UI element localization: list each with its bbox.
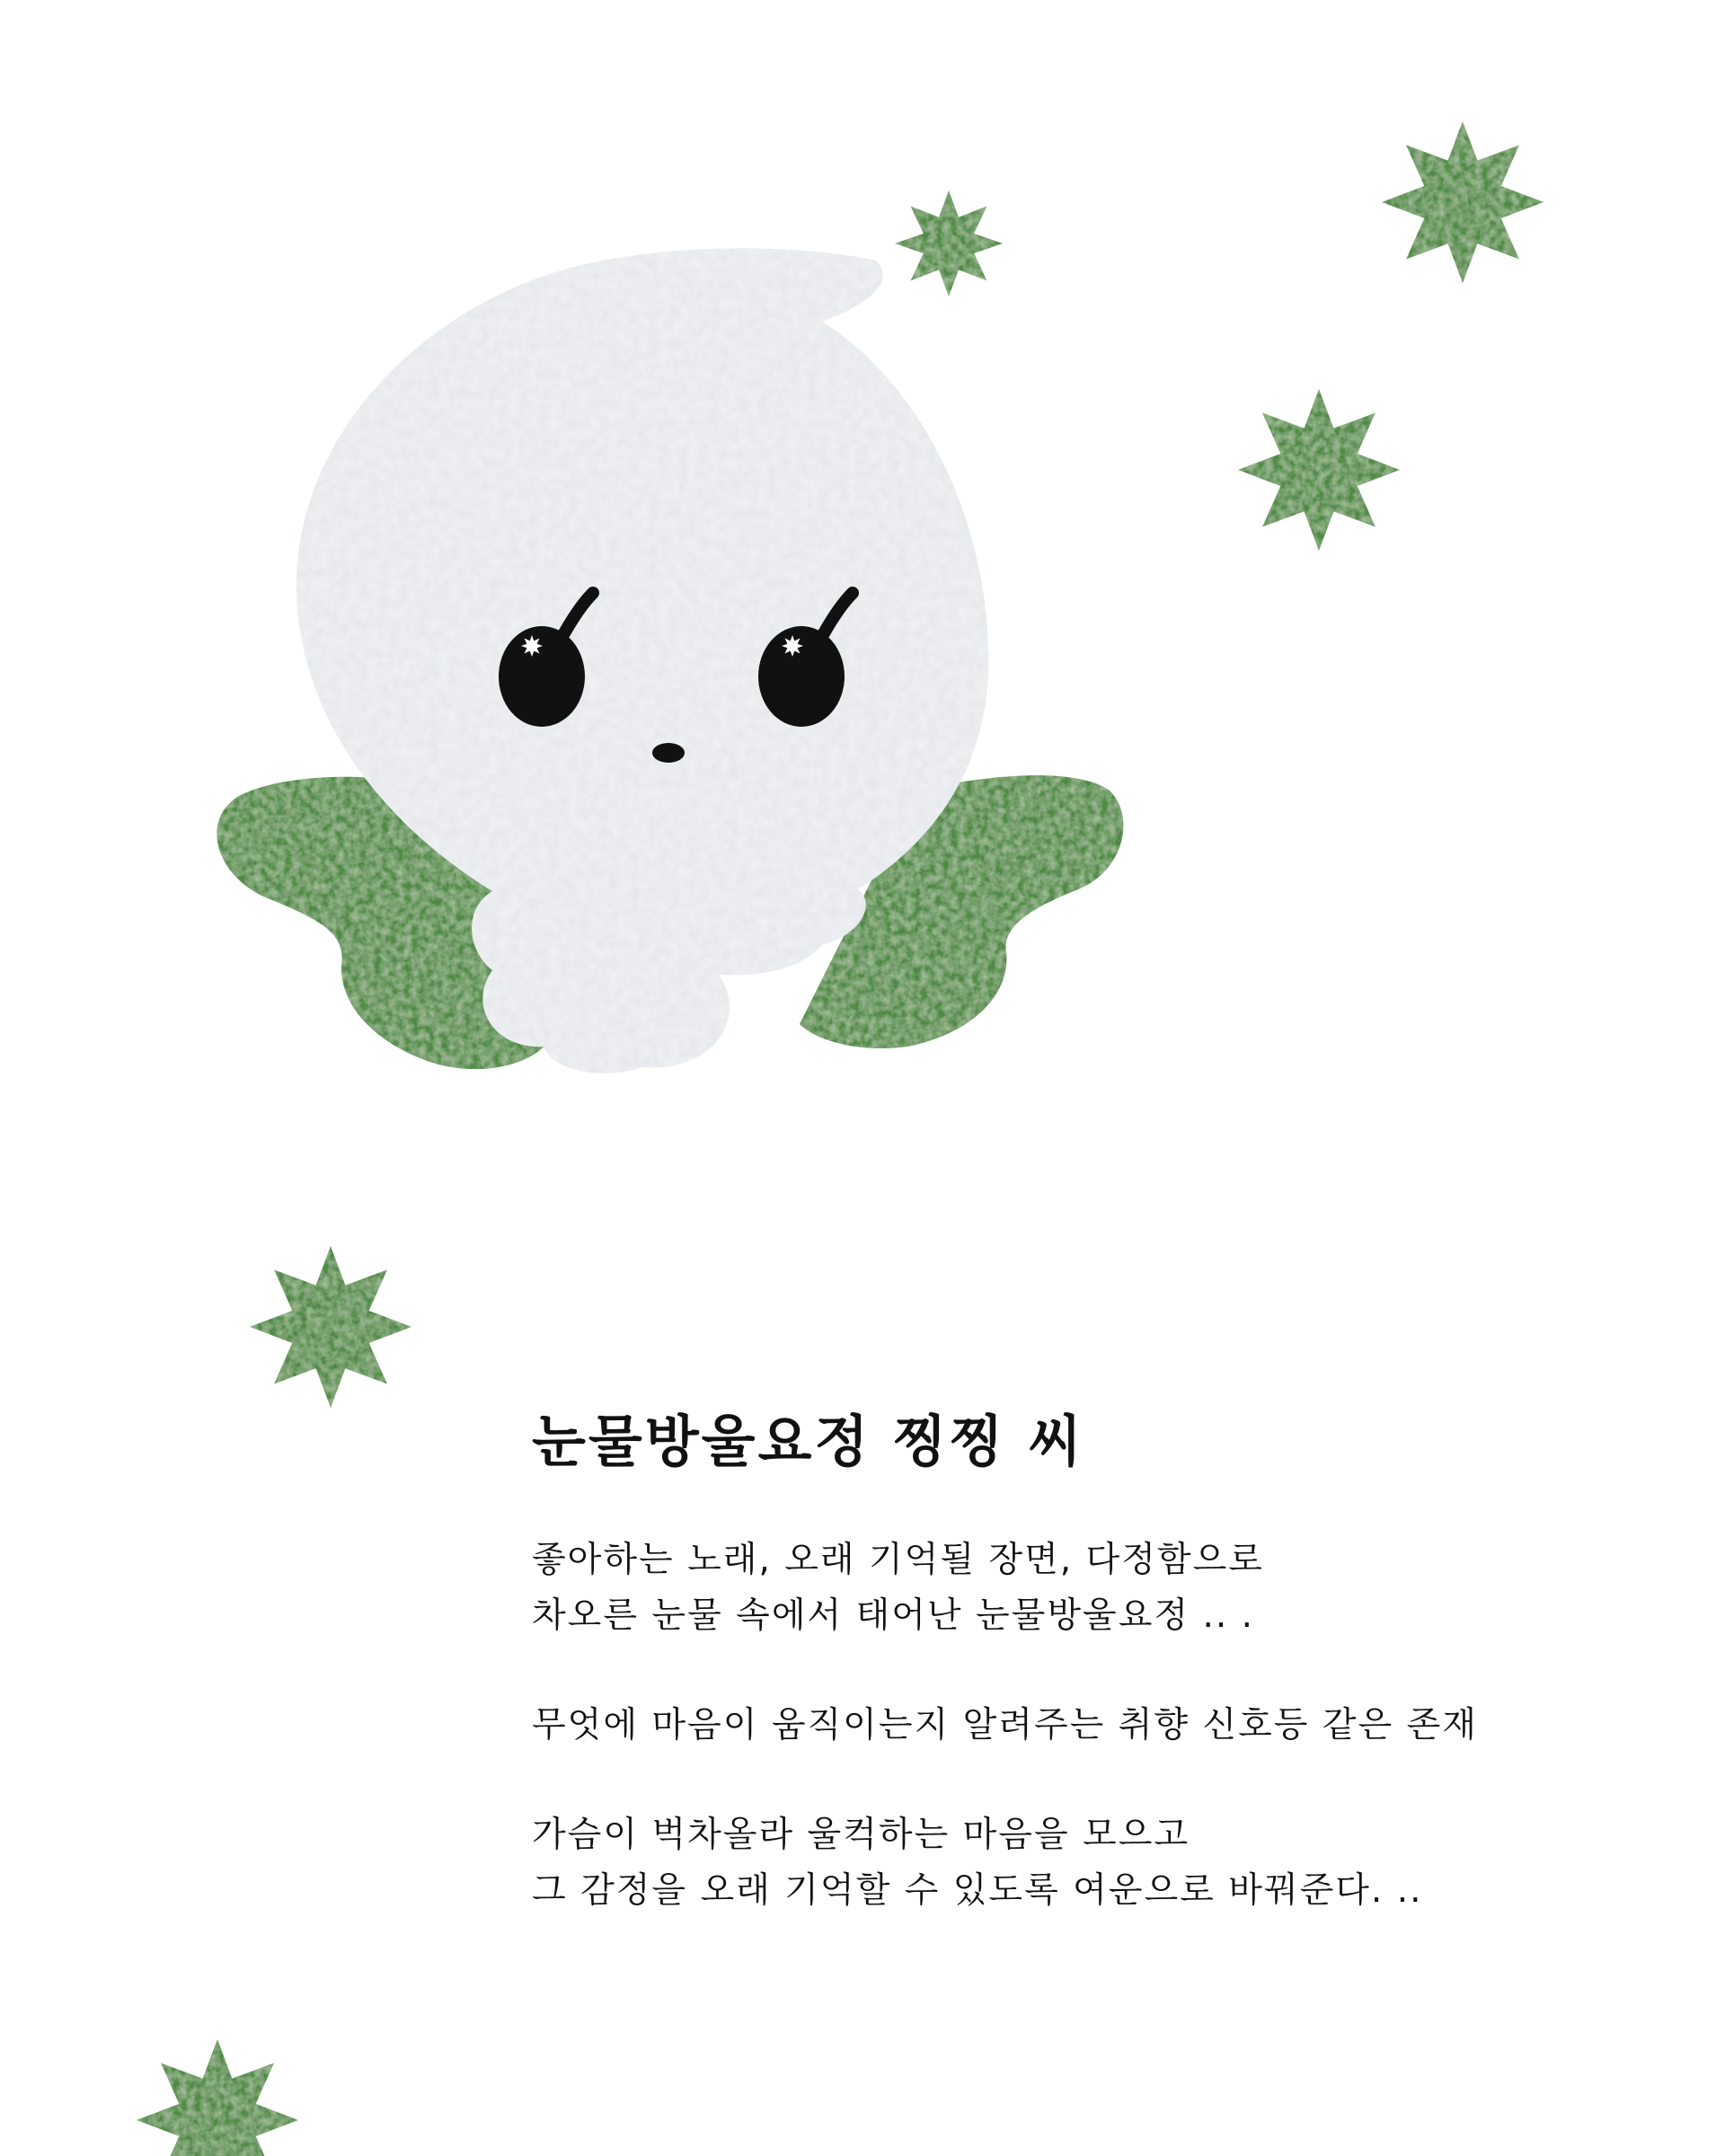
character-name: 눈물방울요정 찡찡 씨 <box>532 1409 1085 1474</box>
description-line: 그 감정을 오래 기억할 수 있도록 여운으로 바꿔준다. .. <box>532 1870 1423 1911</box>
eight-point-star-icon <box>1382 121 1544 283</box>
sparkle-icon <box>782 635 803 657</box>
description-line: 가슴이 벅차올라 울컥하는 마음을 모으고 <box>532 1815 1190 1855</box>
description-line: 차오른 눈물 속에서 태어난 눈물방울요정 .. . <box>532 1595 1255 1636</box>
sparkle-icon <box>521 635 543 657</box>
fairy-character <box>217 248 1123 1073</box>
paragraph-gap <box>532 1754 1655 1807</box>
nose <box>652 743 685 763</box>
eight-point-star-icon <box>895 190 1003 296</box>
description-line: 좋아하는 노래, 오래 기억될 장면, 다정함으로 <box>532 1540 1264 1580</box>
description-line: 무엇에 마음이 움직이는지 알려주는 취향 신호등 같은 존재 <box>532 1705 1478 1745</box>
paragraph-gap <box>532 1644 1655 1698</box>
eight-point-star-icon <box>1238 389 1400 551</box>
description <box>532 1533 1655 1919</box>
eight-point-star-icon <box>137 2039 298 2156</box>
eight-point-star-icon <box>250 1246 411 1408</box>
